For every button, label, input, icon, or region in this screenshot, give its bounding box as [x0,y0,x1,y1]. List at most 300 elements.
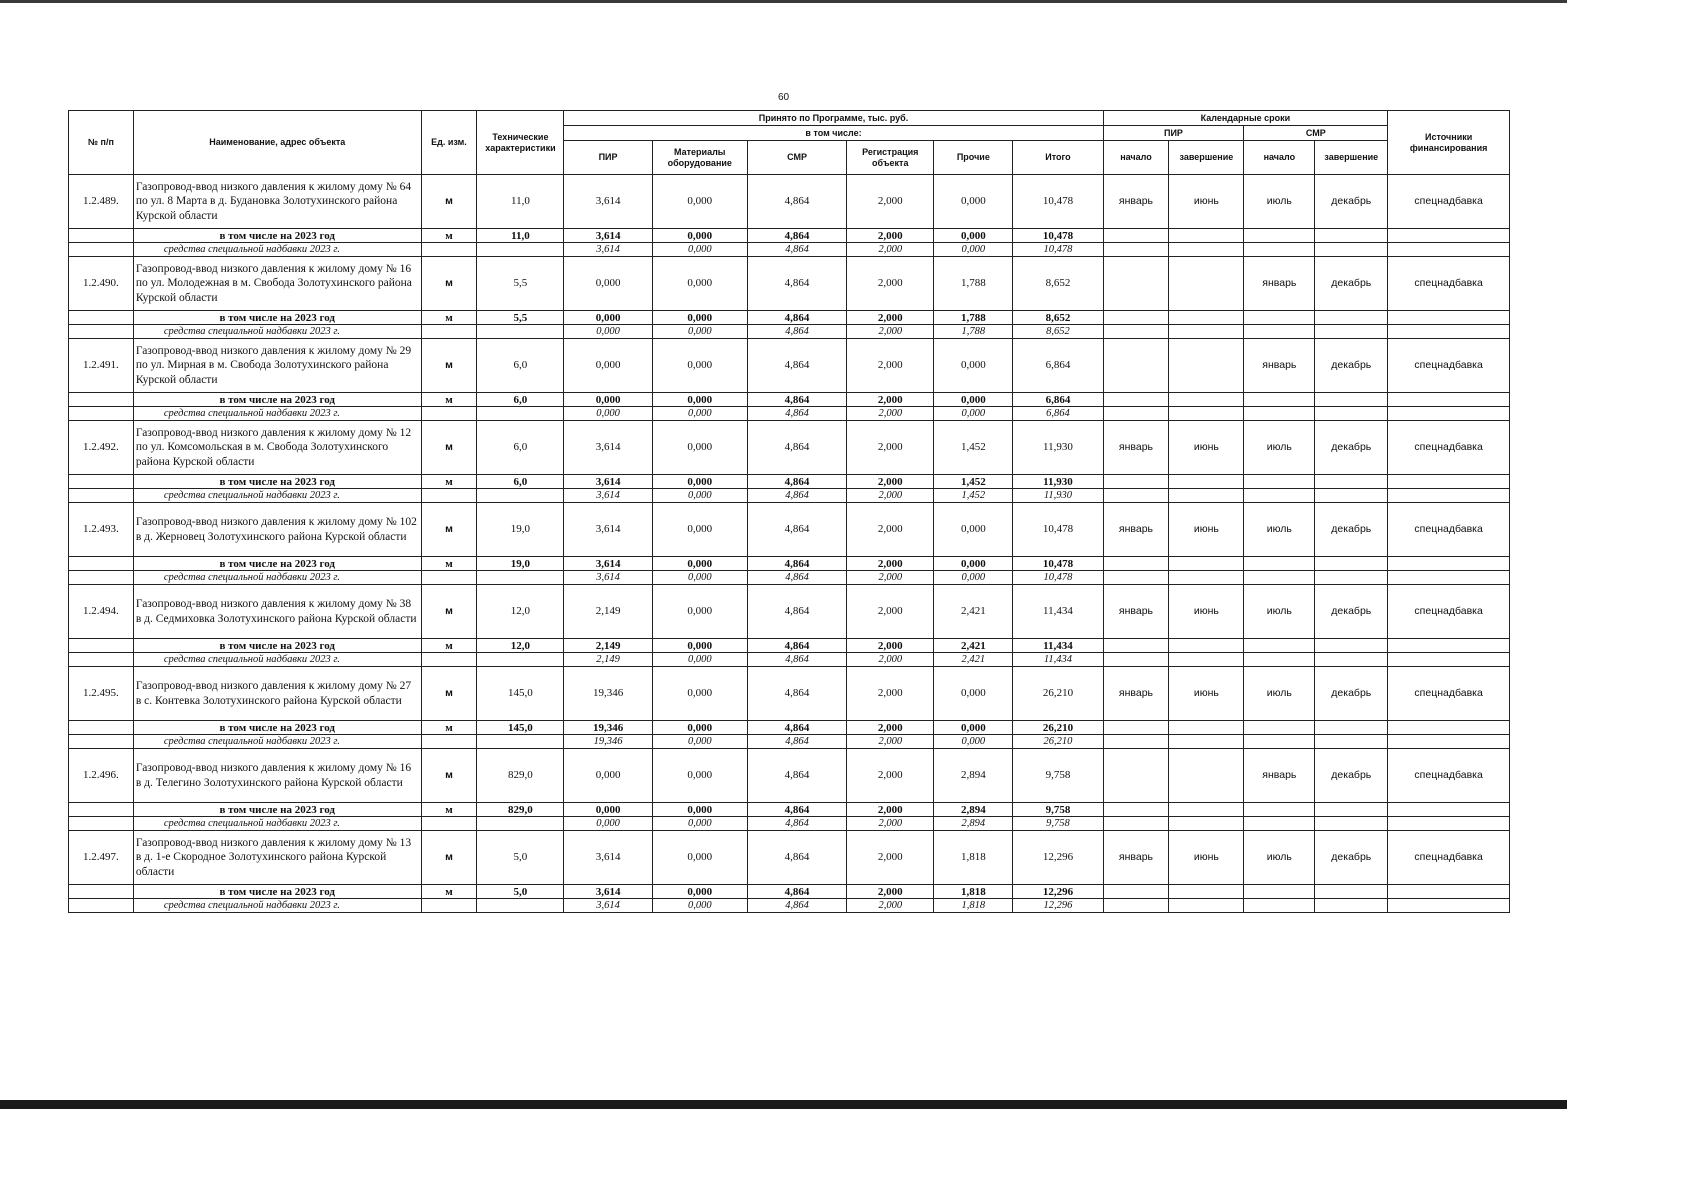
funding-label: средства специальной надбавки 2023 г. [133,407,421,421]
subtotal-blank [69,885,134,899]
object-number: 1.2.490. [69,257,134,311]
subtotal-empty [1169,475,1244,489]
other-cell: 2,421 [934,585,1013,639]
pir-end-cell: июнь [1169,667,1244,721]
scan-bottom-border [0,1100,1567,1109]
pir-start-cell: январь [1103,503,1169,557]
other-cell: 2,894 [934,749,1013,803]
funding-empty [1315,899,1388,913]
pir-end-cell: июнь [1169,175,1244,229]
funding-other: 1,788 [934,325,1013,339]
subtotal-blank [69,475,134,489]
funding-empty [1169,243,1244,257]
funding-blank [69,735,134,749]
pir-start-cell: январь [1103,175,1169,229]
funding-total: 12,296 [1013,899,1103,913]
pir-end-cell: июнь [1169,421,1244,475]
pir-start-cell: январь [1103,421,1169,475]
pir-start-cell [1103,749,1169,803]
smr-end-cell: декабрь [1315,749,1388,803]
funding-smr: 4,864 [747,571,846,585]
source-cell: спецнадбавка [1388,421,1510,475]
pir-end-cell [1169,257,1244,311]
col-pir-end-header: завершение [1169,141,1244,175]
total-cell: 6,864 [1013,339,1103,393]
funding-registration: 2,000 [847,325,934,339]
materials-cell: 0,000 [652,257,747,311]
funding-unit-empty [421,489,477,503]
funding-empty [1103,817,1169,831]
subtotal-empty [1103,639,1169,653]
smr-start-cell: июль [1244,503,1315,557]
subtotal-tech: 12,0 [477,639,564,653]
subtotal-label: в том числе на 2023 год [133,803,421,817]
funding-label: средства специальной надбавки 2023 г. [133,899,421,913]
subtotal-registration: 2,000 [847,803,934,817]
subtotal-smr: 4,864 [747,639,846,653]
unit-cell: м [421,175,477,229]
funding-empty [1244,653,1315,667]
funding-tech-empty [477,571,564,585]
unit-cell: м [421,257,477,311]
funding-blank [69,325,134,339]
table-row [69,421,1510,475]
subtotal-smr: 4,864 [747,229,846,243]
other-cell: 1,818 [934,831,1013,885]
registration-cell: 2,000 [847,831,934,885]
funding-materials: 0,000 [652,571,747,585]
smr-end-cell: декабрь [1315,421,1388,475]
subtotal-row [69,803,1510,817]
source-cell: спецнадбавка [1388,257,1510,311]
subtotal-empty [1103,803,1169,817]
subtotal-tech: 6,0 [477,475,564,489]
subtotal-unit: м [421,557,477,571]
subtotal-total: 10,478 [1013,557,1103,571]
object-name: Газопровод-ввод низкого давления к жилому дому № 16 в д. Телегино Золотухинского района Курской области [133,749,421,803]
pir-start-cell: январь [1103,831,1169,885]
funding-other: 0,000 [934,571,1013,585]
funding-pir: 0,000 [564,817,652,831]
funding-other: 0,000 [934,407,1013,421]
funding-registration: 2,000 [847,653,934,667]
funding-empty [1388,571,1510,585]
pir-cell: 3,614 [564,421,652,475]
funding-tech-empty [477,735,564,749]
table-row [69,585,1510,639]
funding-tech-empty [477,489,564,503]
funding-empty [1103,571,1169,585]
pir-cell: 0,000 [564,257,652,311]
subtotal-pir: 3,614 [564,557,652,571]
col-num-header: № п/п [69,111,134,175]
object-name: Газопровод-ввод низкого давления к жилому дому № 29 по ул. Мирная в м. Свобода Золотухинского района Курской области [133,339,421,393]
funding-empty [1388,489,1510,503]
funding-other: 0,000 [934,243,1013,257]
other-cell: 0,000 [934,175,1013,229]
pir-end-cell [1169,339,1244,393]
subtotal-row [69,393,1510,407]
subtotal-blank [69,803,134,817]
funding-other: 1,818 [934,899,1013,913]
smr-end-cell: декабрь [1315,339,1388,393]
funding-materials: 0,000 [652,899,747,913]
col-materials-header: Материалы оборудование [652,141,747,175]
materials-cell: 0,000 [652,831,747,885]
subtotal-tech: 5,5 [477,311,564,325]
subtotal-empty [1388,803,1510,817]
funding-tech-empty [477,817,564,831]
calendar-smr-header: СМР [1244,126,1388,141]
subtotal-empty [1315,639,1388,653]
subtotal-pir: 0,000 [564,803,652,817]
total-cell: 10,478 [1013,175,1103,229]
table-row [69,257,1510,311]
funding-empty [1388,243,1510,257]
subtotal-pir: 2,149 [564,639,652,653]
subtotal-blank [69,311,134,325]
registration-cell: 2,000 [847,257,934,311]
funding-tech-empty [477,899,564,913]
funding-materials: 0,000 [652,735,747,749]
funding-pir: 2,149 [564,653,652,667]
registration-cell: 2,000 [847,421,934,475]
smr-cell: 4,864 [747,831,846,885]
smr-start-cell: январь [1244,749,1315,803]
smr-cell: 4,864 [747,749,846,803]
pir-end-cell: июнь [1169,585,1244,639]
smr-cell: 4,864 [747,421,846,475]
source-cell: спецнадбавка [1388,175,1510,229]
smr-start-cell: июль [1244,175,1315,229]
subtotal-empty [1388,721,1510,735]
subtotal-tech: 145,0 [477,721,564,735]
subtotal-registration: 2,000 [847,475,934,489]
funding-empty [1388,899,1510,913]
funding-smr: 4,864 [747,735,846,749]
subtotal-empty [1244,229,1315,243]
subtotal-materials: 0,000 [652,885,747,899]
subtotal-empty [1103,311,1169,325]
funding-empty [1169,489,1244,503]
unit-cell: м [421,339,477,393]
pir-cell: 0,000 [564,339,652,393]
total-cell: 10,478 [1013,503,1103,557]
funding-smr: 4,864 [747,243,846,257]
object-number: 1.2.496. [69,749,134,803]
funding-pir: 3,614 [564,899,652,913]
other-cell: 0,000 [934,667,1013,721]
subtotal-empty [1244,311,1315,325]
source-cell: спецнадбавка [1388,503,1510,557]
subtotal-registration: 2,000 [847,721,934,735]
funding-blank [69,243,134,257]
funding-empty [1244,571,1315,585]
smr-start-cell: июль [1244,421,1315,475]
pir-cell: 2,149 [564,585,652,639]
funding-empty [1244,817,1315,831]
registration-cell: 2,000 [847,175,934,229]
funding-empty [1244,489,1315,503]
subtotal-empty [1315,229,1388,243]
table-header [69,111,1510,175]
col-sources-header: Источники финансирования [1388,111,1510,175]
col-smr-end-header: завершение [1315,141,1388,175]
materials-cell: 0,000 [652,503,747,557]
funding-label: средства специальной надбавки 2023 г. [133,735,421,749]
including-header: в том числе: [564,126,1103,141]
subtotal-pir: 3,614 [564,229,652,243]
subtotal-smr: 4,864 [747,393,846,407]
subtotal-unit: м [421,803,477,817]
subtotal-unit: м [421,229,477,243]
subtotal-blank [69,229,134,243]
funding-registration: 2,000 [847,899,934,913]
funding-empty [1244,735,1315,749]
funding-smr: 4,864 [747,489,846,503]
tech-cell: 6,0 [477,339,564,393]
subtotal-row [69,475,1510,489]
subtotal-registration: 2,000 [847,639,934,653]
funding-pir: 3,614 [564,243,652,257]
pir-cell: 3,614 [564,831,652,885]
source-cell: спецнадбавка [1388,585,1510,639]
tech-cell: 5,5 [477,257,564,311]
funding-smr: 4,864 [747,653,846,667]
pir-end-cell [1169,749,1244,803]
registration-cell: 2,000 [847,667,934,721]
tech-cell: 145,0 [477,667,564,721]
page-number: 60 [777,92,790,103]
tech-cell: 11,0 [477,175,564,229]
object-name: Газопровод-ввод низкого давления к жилому дому № 102 в д. Жерновец Золотухинского района Курской области [133,503,421,557]
subtotal-total: 10,478 [1013,229,1103,243]
registration-cell: 2,000 [847,585,934,639]
unit-cell: м [421,503,477,557]
funding-blank [69,571,134,585]
subtotal-pir: 19,346 [564,721,652,735]
tech-cell: 19,0 [477,503,564,557]
subtotal-empty [1169,885,1244,899]
funding-total: 8,652 [1013,325,1103,339]
object-number: 1.2.497. [69,831,134,885]
subtotal-total: 26,210 [1013,721,1103,735]
funding-registration: 2,000 [847,735,934,749]
program-table [68,110,1510,913]
funding-row [69,571,1510,585]
pir-cell: 3,614 [564,503,652,557]
subtotal-tech: 829,0 [477,803,564,817]
subtotal-materials: 0,000 [652,721,747,735]
funding-row [69,899,1510,913]
object-name: Газопровод-ввод низкого давления к жилому дому № 64 по ул. 8 Марта в д. Будановка Золотухинского района Курской области [133,175,421,229]
source-cell: спецнадбавка [1388,667,1510,721]
source-cell: спецнадбавка [1388,339,1510,393]
subtotal-other: 0,000 [934,393,1013,407]
col-unit-header: Ед. изм. [421,111,477,175]
funding-smr: 4,864 [747,899,846,913]
object-name: Газопровод-ввод низкого давления к жилому дому № 27 в с. Контевка Золотухинского района Курской области [133,667,421,721]
materials-cell: 0,000 [652,585,747,639]
registration-cell: 2,000 [847,339,934,393]
funding-empty [1169,407,1244,421]
subtotal-empty [1169,803,1244,817]
funding-empty [1315,653,1388,667]
subtotal-empty [1169,639,1244,653]
subtotal-empty [1315,475,1388,489]
funding-empty [1315,325,1388,339]
subtotal-registration: 2,000 [847,885,934,899]
funding-empty [1103,735,1169,749]
pir-end-cell: июнь [1169,503,1244,557]
funding-empty [1169,735,1244,749]
funding-empty [1169,899,1244,913]
smr-end-cell: декабрь [1315,503,1388,557]
funding-empty [1388,325,1510,339]
funding-label: средства специальной надбавки 2023 г. [133,817,421,831]
funding-total: 11,930 [1013,489,1103,503]
subtotal-empty [1169,229,1244,243]
subtotal-empty [1315,393,1388,407]
funding-other: 2,894 [934,817,1013,831]
subtotal-unit: м [421,885,477,899]
funding-other: 0,000 [934,735,1013,749]
object-name: Газопровод-ввод низкого давления к жилому дому № 12 по ул. Комсомольская в м. Свобода Золотухинского района Курской области [133,421,421,475]
subtotal-unit: м [421,639,477,653]
funding-empty [1315,243,1388,257]
funding-row [69,325,1510,339]
funding-materials: 0,000 [652,817,747,831]
subtotal-empty [1315,557,1388,571]
subtotal-materials: 0,000 [652,229,747,243]
smr-end-cell: декабрь [1315,585,1388,639]
funding-materials: 0,000 [652,325,747,339]
subtotal-blank [69,721,134,735]
funding-empty [1388,817,1510,831]
subtotal-materials: 0,000 [652,557,747,571]
subtotal-other: 0,000 [934,557,1013,571]
subtotal-total: 11,930 [1013,475,1103,489]
subtotal-empty [1388,393,1510,407]
total-cell: 8,652 [1013,257,1103,311]
subtotal-pir: 0,000 [564,311,652,325]
funding-empty [1315,817,1388,831]
col-smr-header: СМР [747,141,846,175]
subtotal-total: 6,864 [1013,393,1103,407]
funding-empty [1315,571,1388,585]
subtotal-label: в том числе на 2023 год [133,557,421,571]
col-pir-start-header: начало [1103,141,1169,175]
total-cell: 11,930 [1013,421,1103,475]
funding-empty [1388,735,1510,749]
subtotal-empty [1315,721,1388,735]
scan-top-border [0,0,1567,3]
subtotal-blank [69,393,134,407]
funding-registration: 2,000 [847,243,934,257]
subtotal-label: в том числе на 2023 год [133,229,421,243]
unit-cell: м [421,667,477,721]
subtotal-empty [1244,557,1315,571]
pir-start-cell: январь [1103,585,1169,639]
subtotal-unit: м [421,393,477,407]
table-row [69,175,1510,229]
smr-start-cell: июль [1244,667,1315,721]
subtotal-unit: м [421,475,477,489]
pir-start-cell [1103,257,1169,311]
funding-empty [1103,243,1169,257]
smr-end-cell: декабрь [1315,175,1388,229]
subtotal-empty [1244,639,1315,653]
object-name: Газопровод-ввод низкого давления к жилому дому № 13 в д. 1-е Скородное Золотухинского района Курской области [133,831,421,885]
funding-blank [69,899,134,913]
subtotal-other: 2,894 [934,803,1013,817]
col-total-header: Итого [1013,141,1103,175]
funding-empty [1244,325,1315,339]
subtotal-registration: 2,000 [847,229,934,243]
smr-cell: 4,864 [747,175,846,229]
subtotal-total: 11,434 [1013,639,1103,653]
subtotal-tech: 19,0 [477,557,564,571]
table-row [69,831,1510,885]
funding-unit-empty [421,817,477,831]
subtotal-empty [1169,393,1244,407]
total-cell: 12,296 [1013,831,1103,885]
subtotal-empty [1103,393,1169,407]
funding-unit-empty [421,407,477,421]
funding-unit-empty [421,653,477,667]
funding-unit-empty [421,325,477,339]
table-body [69,175,1510,913]
funding-empty [1103,325,1169,339]
subtotal-pir: 3,614 [564,475,652,489]
smr-end-cell: декабрь [1315,257,1388,311]
funding-registration: 2,000 [847,489,934,503]
subtotal-other: 1,788 [934,311,1013,325]
col-name-header: Наименование, адрес объекта [133,111,421,175]
funding-registration: 2,000 [847,571,934,585]
unit-cell: м [421,831,477,885]
subtotal-empty [1169,721,1244,735]
subtotal-other: 1,818 [934,885,1013,899]
funding-total: 9,758 [1013,817,1103,831]
subtotal-empty [1103,721,1169,735]
subtotal-row [69,885,1510,899]
funding-smr: 4,864 [747,325,846,339]
col-other-header: Прочие [934,141,1013,175]
subtotal-row [69,557,1510,571]
funding-empty [1103,653,1169,667]
funding-label: средства специальной надбавки 2023 г. [133,243,421,257]
subtotal-empty [1315,885,1388,899]
object-number: 1.2.491. [69,339,134,393]
subtotal-registration: 2,000 [847,557,934,571]
smr-start-cell: январь [1244,339,1315,393]
subtotal-empty [1388,639,1510,653]
total-cell: 26,210 [1013,667,1103,721]
table-row [69,339,1510,393]
pir-cell: 0,000 [564,749,652,803]
subtotal-empty [1103,885,1169,899]
calendar-group-header: Календарные сроки [1103,111,1388,126]
funding-empty [1315,489,1388,503]
funding-label: средства специальной надбавки 2023 г. [133,571,421,585]
funding-tech-empty [477,653,564,667]
funding-materials: 0,000 [652,653,747,667]
other-cell: 1,788 [934,257,1013,311]
funding-registration: 2,000 [847,817,934,831]
materials-cell: 0,000 [652,749,747,803]
subtotal-pir: 0,000 [564,393,652,407]
